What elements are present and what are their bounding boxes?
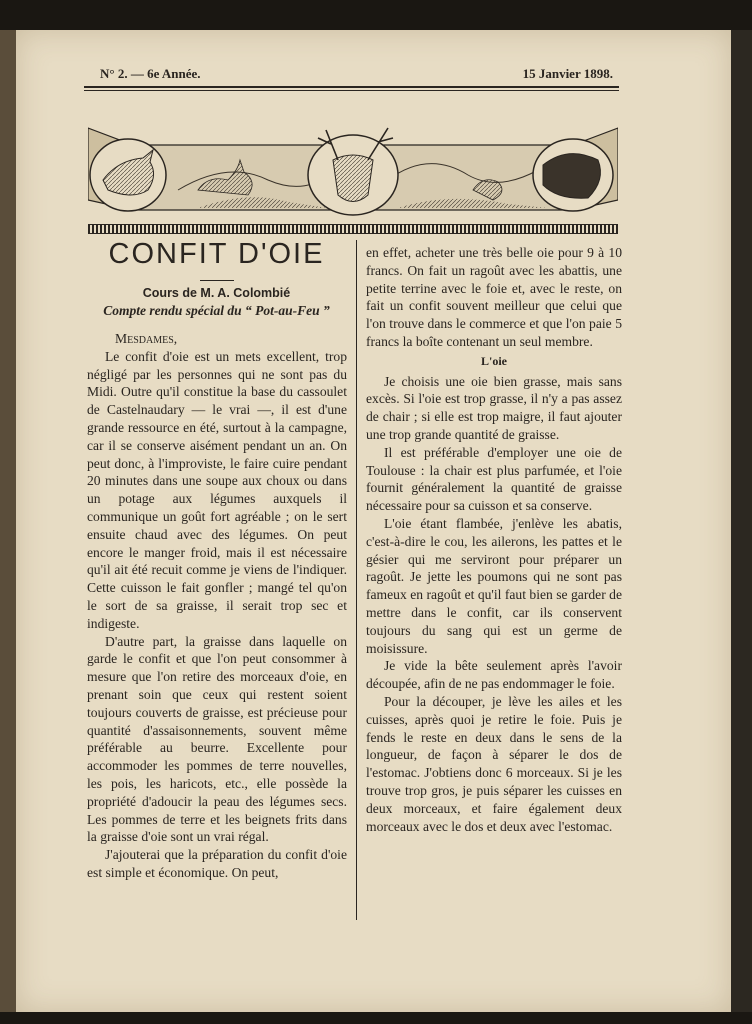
paragraph: Pour la découper, je lève les ailes et les cuisses, après quoi je retire le foie. Puis je fends le reste en deux dans le sens de la longueur, de façon à séparer le dos de l'estomac. J'obtiens donc 6 morceaux. Si je les trouve trop gros, je puis séparer les cuisses en deux morceaux, et faire également deux morceaux avec le dos et deux avec l'estomac. [366,693,622,834]
page-header [84,62,619,86]
paragraph: Je vide la bête seulement après l'avoir découpée, afin de ne pas endommager le foie. [366,658,622,692]
paragraph: D'autre part, la graisse dans laquelle on garde le confit et que l'on peut consommer à mesure que l'on retire des morceaux d'oie, en prenant soin que ceux qui restent soient toujours couverts de graisse, est précieuse pour quantité d'assaisonnements, souvent même préférable au beurre. Excellente pour accommoder les pommes de terre nouvelles, les pois, les haricots, etc., elle possède la propriété d'adoucir la peau des légumes secs. Les pommes de terre et les beignets frits dans la graisse d'oie sont un vrai régal. [87,633,347,845]
paragraph: Le confit d'oie est un mets excellent, trop négligé par les personnes qui ne sont pas du Midi. Outre qu'il constitue la base du cassoulet de Castelnaudary — le vrai —, il est d'une grande ressource en été, surtout à la campagne, car il se conserve aisément pendant un an. On peut donc, à l'improviste, le faire cuire pendant 20 minutes dans une soupe aux choux ou dans un potage aux légumes auxquels il communique un goût fort agréable ; on le sert ensuite chaud avec des légumes. On peut encore le manger froid, mais il est nécessaire qu'il ait été recuit comme je viens de l'indiquer. Cette cuisson le fait gonfler ; mangé tel qu'on le sort de sa graisse, il serait trop sec et indigeste. [87,348,347,631]
deer-head-icon [90,139,166,211]
column-left [87,330,347,882]
page-edge [731,30,752,1012]
paragraph: Je choisis une oie bien grasse, mais sans excès. Si l'oie est trop grasse, il n'y a pas assez de chair ; si elle est trop maigre, il faut ajouter une trop grande quantité de graisse. [366,373,622,442]
section-heading: L'oie [481,353,507,368]
banner-rule [88,224,618,234]
paragraph: Il est préférable d'employer une oie de Toulouse : la chair est plus parfumée, et l'oie fournit généralement la quantité de graisse nécessaire pour sa cuisson et sa conserve. [366,444,622,514]
issue-date: 15 Janvier 1898. [522,66,613,81]
column-right [366,244,622,835]
paragraph: L'oie étant flambée, j'enlève les abatis, c'est-à-dire le cou, les ailerons, les pattes et le gésier qui me serviront pour préparer un ragoût. Je jette les poumons qui ne sont pas fameux en ragoût et qu'il faut bien se garder de mettre dans le confit, car ils conservent toujours du sang qui est un germe de moisissure. [366,515,622,656]
header-rule [84,86,619,91]
article-subtitle: Compte rendu spécial du “ Pot-au-Feu ” [103,303,330,318]
decorative-banner [88,120,618,220]
title-underline [200,280,234,281]
paragraph: en effet, acheter une très belle oie pour 9 à 10 francs. On fait un ragoût avec les abattis, une petite terrine avec le foie et, avec le reste, on fait un confit souvent meilleur que celui que l'on trouve dans le commerce et que l'on paie 5 francs la boîte contenant un seul membre. [366,245,622,349]
article-byline: Cours de M. A. Colombié [142,286,291,300]
column-divider [356,240,357,920]
paragraph: J'ajouterai que la préparation du confit d'oie est simple et économique. On peut, [87,847,347,880]
stag-head-icon [308,128,398,215]
salutation: Mesdames, [115,331,178,346]
issue-number: N° 2. — 6e Année. [100,66,201,81]
article-title: CONFIT D'OIE [108,238,325,270]
book-spine [0,30,16,1012]
boar-head-icon [533,139,613,211]
